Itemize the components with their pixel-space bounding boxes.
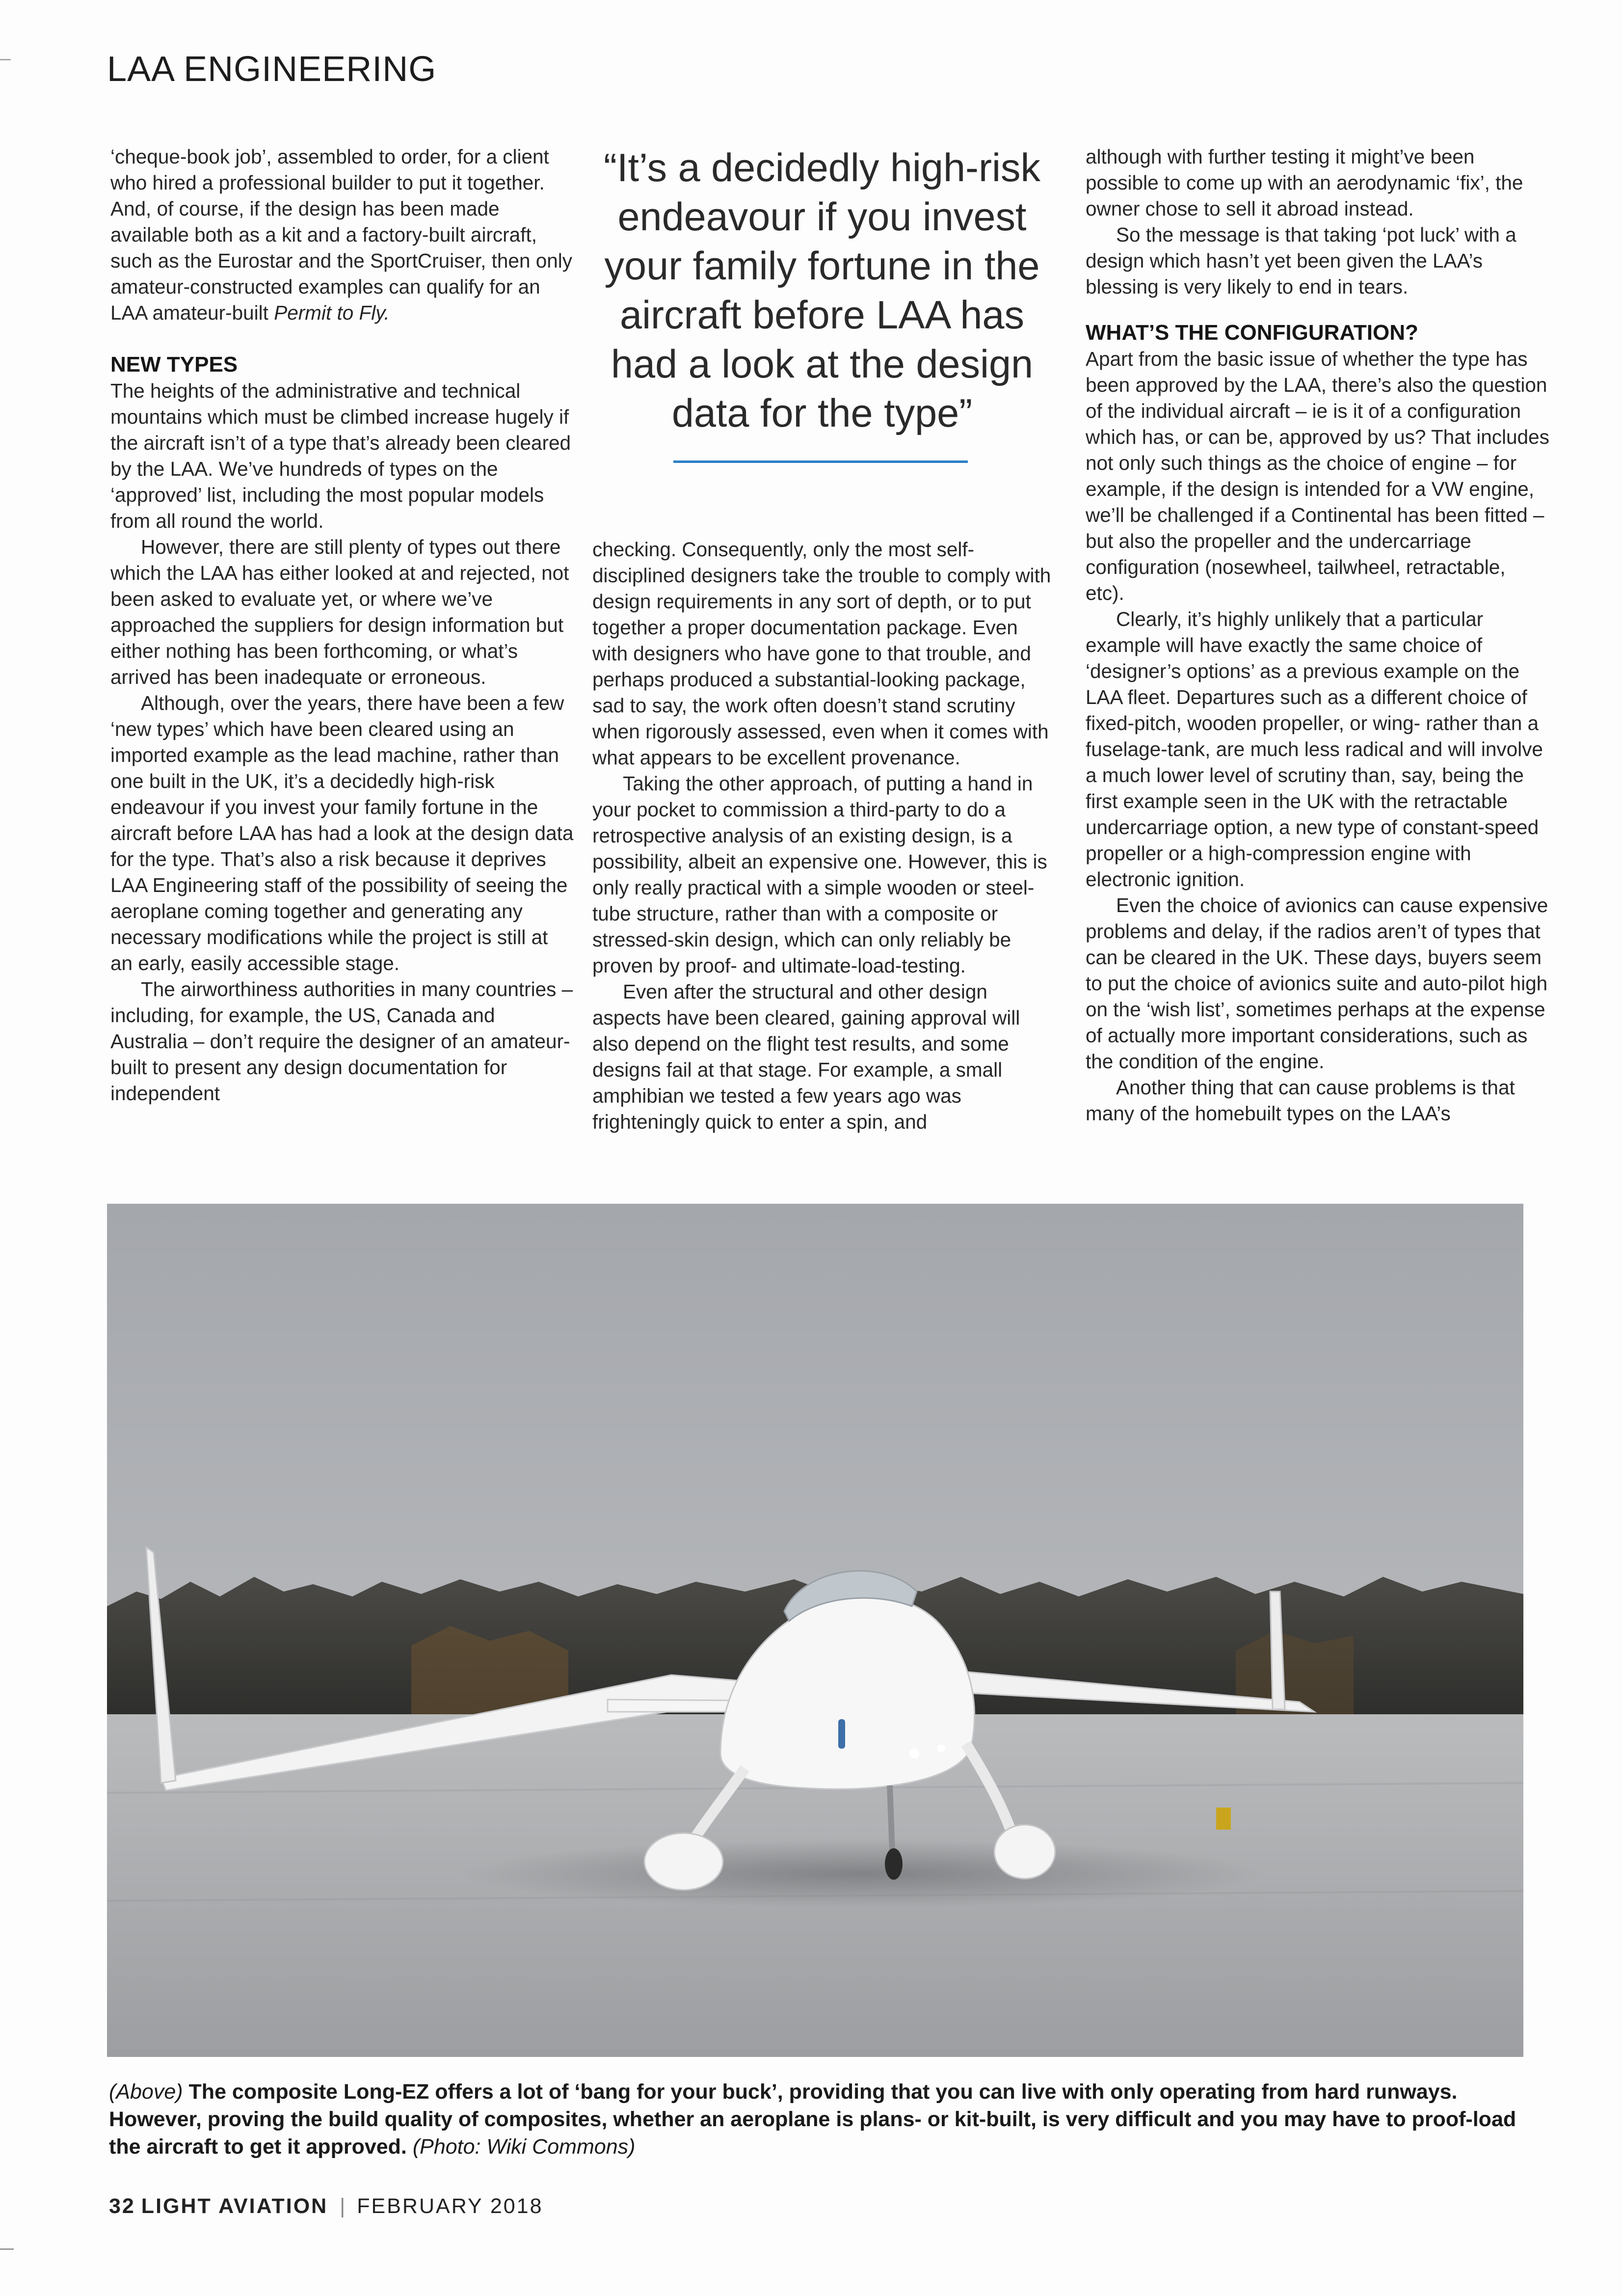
col3-paragraph-5: Even the choice of avionics can cause expensive problems and delay, if the radios aren’t of types that can be cleared in the UK. These days, buyers seem to put the choice of avionics suite and auto-pilot high on the ‘wish list’, sometimes perhaps at the expense of actually more important considerations, such as the condition of the engine. [1086,894,1548,1073]
col1-paragraph-1 [110,144,574,326]
nose-wheel [885,1848,903,1880]
column-1 [110,144,574,1107]
long-ez-illustration [107,1204,1523,2057]
aircraft-photo [107,1204,1523,2057]
col3-paragraph-1: although with further testing it might’ve been possible to come up with an aerodynamic ‘fix’, the owner chose to sell it abroad instead. [1086,145,1523,220]
left-wheel-pant [644,1833,723,1890]
nose-gear-strut [890,1785,892,1852]
heading-new-types: NEW TYPES [110,352,238,377]
column-2 [592,537,1054,1135]
caption-credit: (Photo: Wiki Commons) [412,2135,636,2159]
col1-paragraph-5: The airworthiness authorities in many countries – including, for example, the US, Canada and Australia – don’t require the designer of an amateur-built to present any design documentation for independent [110,978,573,1105]
ground-marker [1216,1808,1231,1830]
col3-paragraph-3: Apart from the basic issue of whether the type has been approved by the LAA, there’s also the question of the individual aircraft – ie is it of a configuration which has, or can be, approved by us? That includes not only such things as the choice of engine – for example, if the design is intended for a VW engine, we’ll be challenged if a Continental has been fitted – but also the propeller and the undercarriage configuration (nosewheel, tailwheel, retractable, etc). [1086,348,1549,604]
col3-paragraph-2: So the message is that taking ‘pot luck’ with a design which hasn’t yet been given the LAA’s blessing is very likely to end in tears. [1086,223,1517,298]
heading-configuration: WHAT’S THE CONFIGURATION? [1086,321,1418,345]
col1-p1-text: ‘cheque-book job’, assembled to order, for a client who hired a professional builder to put it together. And, of course, if the design has been made available both as a kit and a factory-built aircraft, such as the Eurostar and the SportCruiser, then only amateur-constructed examples can qualify for an LAA amateur-built [110,145,573,324]
fuselage-emblem [838,1719,845,1749]
section-header: LAA ENGINEERING [107,50,437,89]
aircraft-shadow [460,1839,1265,1908]
footer-separator: | [340,2194,346,2218]
landing-light [937,1745,945,1753]
col1-paragraph-3: However, there are still plenty of types out there which the LAA has either looked at and rejected, not been asked to evaluate yet, or where we’ve approached the suppliers for design information but either nothing has been forthcoming, or what’s arrived has been inadequate or erroneous. [110,536,569,688]
right-wheel-pant [994,1825,1055,1879]
pull-quote-rule [673,460,968,463]
pull-quote: “It’s a decidedly high-risk endeavour if you invest your family fortune in the aircraft before LAA has had a look at the design data for the type” [604,146,1040,435]
caption-prefix: (Above) [109,2080,183,2104]
col3-paragraph-6: Another thing that can cause problems is that many of the homebuilt types on the LAA’s [1086,1076,1515,1125]
col1-paragraph-4: Although, over the years, there have been a few ‘new types’ which have been cleared using an imported example as the lead machine, rather than one built in the UK, it’s a decidedly high-risk endeavour if you invest your family fortune in the aircraft before LAA has had a look at the design data for the type. That’s also a risk because it deprives LAA Engineering staff of the possibility of seeing the aeroplane coming together and generating any necessary modifications while the project is still at an early, easily accessible stage. [110,692,574,974]
magazine-name: LIGHT AVIATION [141,2194,328,2218]
col2-paragraph-1: checking. Consequently, only the most self-disciplined designers take the trouble to comply with design requirements in any sort of depth, or to put together a proper documentation package. Even with designers who have gone to that trouble, and perhaps produced a substantial-looking package, sad to say, the work often doesn’t stand scrutiny when rigorously assessed, even when it comes with what appears to be excellent provenance. [592,538,1051,769]
issue-date: FEBRUARY 2018 [357,2194,543,2218]
permit-to-fly-italic: Permit to Fly. [274,301,390,324]
page-footer [109,2194,543,2218]
col1-paragraph-2: The heights of the administrative and technical mountains which must be climbed increase hugely if the aircraft isn’t of a type that’s already been cleared by the LAA. We’ve hundreds of types on the ‘approved’ list, including the most popular models from all round the world. [110,379,571,532]
scan-margin-mark [0,2248,14,2250]
landing-light [909,1749,919,1758]
col2-paragraph-2: Taking the other approach, of putting a hand in your pocket to commission a third-party to do a retrospective analysis of an existing design, is a possibility, albeit an expensive one. However, this is only really practical with a simple wooden or steel-tube structure, rather than with a composite or stressed-skin design, which can only reliably be proven by proof- and ultimate-load-testing. [592,772,1047,977]
scan-margin-tick [0,59,11,60]
col2-paragraph-3: Even after the structural and other design aspects have been cleared, gaining approval will also depend on the flight test results, and some designs fail at that stage. For example, a small amphibian we tested a few years ago was frighteningly quick to enter a spin, and [592,980,1020,1133]
photo-caption [109,2078,1527,2161]
column-3 [1086,144,1549,1127]
caption-text: The composite Long-EZ offers a lot of ‘bang for your buck’, providing that you can live with only operating from hard runways. However, proving the build quality of composites, whether an aeroplane is plans- or kit-built, is very difficult and you may have to proof-load the aircraft to get it approved. [109,2080,1517,2159]
page-number: 32 [109,2194,135,2218]
col3-paragraph-4: Clearly, it’s highly unlikely that a particular example will have exactly the same choice of ‘designer’s options’ as a previous example on the LAA fleet. Departures such as a different choice of fixed-pitch, wooden propeller, or wing- rather than a fuselage-tank, are much less radical and will involve a much lower level of scrutiny than, say, being the first example seen in the UK with the retractable undercarriage option, a new type of constant-speed propeller or a high-compression engine with electronic ignition. [1086,608,1543,891]
